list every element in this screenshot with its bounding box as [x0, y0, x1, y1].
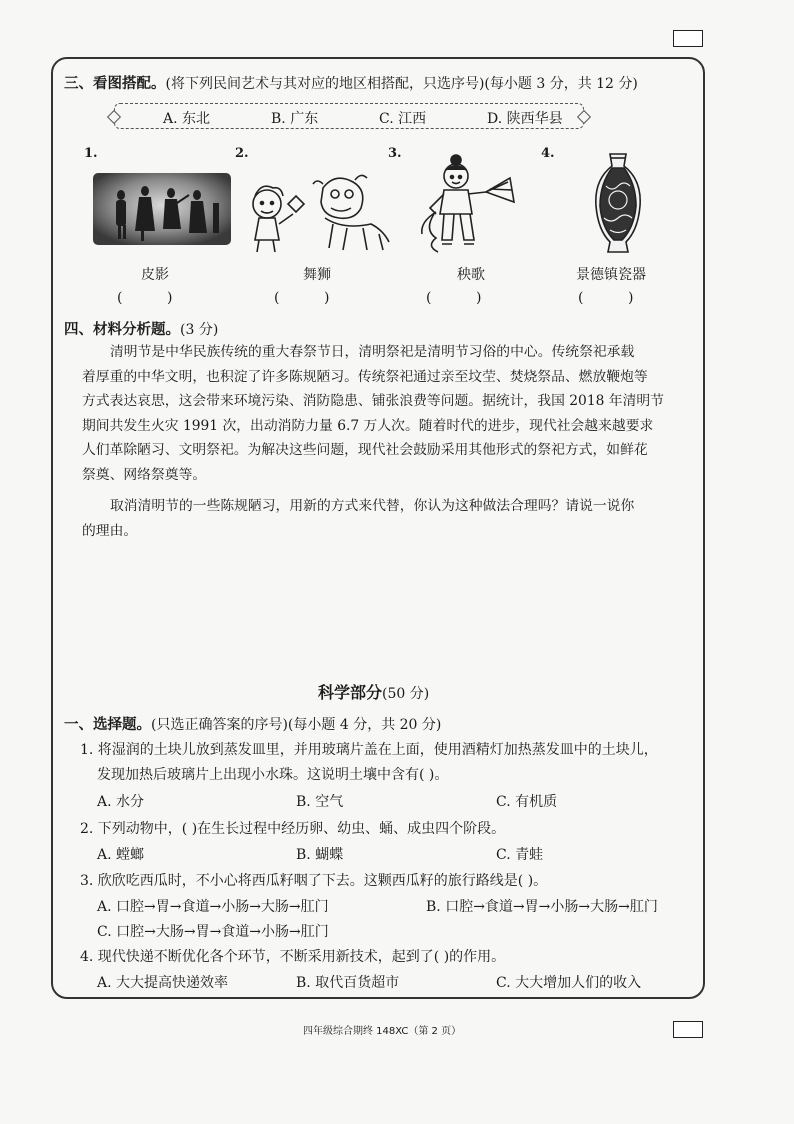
section3-heading — [64, 72, 638, 93]
paragraph-line: 清明节是中华民族传统的重大春祭节日，清明祭祀是清明节习俗的中心。传统祭祀承载 — [110, 344, 635, 360]
option-c: C. 江西 — [379, 111, 427, 127]
page-footer: 四年级综合期终 148XC（第 2 页） — [303, 1026, 462, 1037]
caption-shadow-puppet: 皮影 — [141, 267, 169, 283]
answer-blank-2[interactable]: ( ) — [274, 290, 330, 306]
lion-dance-drawing — [243, 168, 393, 254]
science-score: (50 分) — [382, 686, 430, 702]
q2-option-a[interactable]: A. 螳螂 — [97, 847, 145, 863]
options-box — [114, 103, 584, 129]
q2-option-c[interactable]: C. 青蛙 — [496, 847, 544, 863]
q2-line1: 2. 下列动物中，( )在生长过程中经历卵、幼虫、蛹、成虫四个阶段。 — [80, 821, 506, 837]
item-1-number: 1. — [84, 146, 98, 161]
q3-option-a[interactable]: A. 口腔→胃→食道→小肠→大肠→肛门 — [97, 899, 329, 915]
item-3-number: 3. — [388, 146, 402, 161]
q3-line1: 3. 欣欣吃西瓜时，不小心将西瓜籽咽了下去。这颗西瓜籽的旅行路线是( )。 — [80, 873, 548, 889]
section4-heading — [64, 318, 218, 339]
section3-title: 三、看图搭配。 — [64, 75, 166, 92]
q1-line1: 1. 将湿润的土块儿放到蒸发皿里，并用玻璃片盖在上面，使用酒精灯加热蒸发皿中的土块儿， — [80, 742, 658, 758]
q2-option-b[interactable]: B. 蝴蝶 — [296, 847, 344, 863]
paragraph-line: 祭奠、网络祭奠等。 — [82, 466, 207, 483]
answer-area[interactable] — [82, 550, 682, 660]
q4-option-b[interactable]: B. 取代百货超市 — [296, 975, 400, 991]
caption-yangge: 秧歌 — [457, 267, 485, 283]
section3-note: (将下列民间艺术与其对应的地区相搭配，只选序号)(每小题 3 分，共 12 分) — [165, 76, 638, 92]
corner-box-bottom — [673, 1021, 703, 1038]
corner-box-top — [673, 30, 703, 47]
question-line: 的理由。 — [82, 522, 138, 539]
shadow-puppet-photo — [93, 173, 231, 245]
section4-title: 四、材料分析题。 — [64, 321, 180, 338]
q4-line1: 4. 现代快递不断优化各个环节，不断采用新技术，起到了( )的作用。 — [80, 949, 506, 965]
paragraph-line: 期间共发生火灾 1991 次，出动消防力量 6.7 万人次。随着时代的进步，现代社会越来越要求 — [82, 417, 654, 434]
question-line: 取消清明节的一些陈规陋习，用新的方式来代替，你认为这种做法合理吗？请说一说你 — [110, 498, 635, 514]
caption-porcelain: 景德镇瓷器 — [576, 267, 646, 283]
paragraph-line: 着厚重的中华文明，也积淀了许多陈规陋习。传统祭祀通过亲至坟茔、焚烧祭品、燃放鞭炮等 — [82, 368, 648, 385]
q1-option-c[interactable]: C. 有机质 — [496, 794, 558, 810]
material-question — [82, 494, 682, 543]
q1-line2: 发现加热后玻璃片上出现小水珠。这说明土壤中含有( )。 — [97, 767, 449, 783]
caption-lion-dance: 舞狮 — [303, 267, 331, 283]
answer-blank-3[interactable]: ( ) — [426, 290, 482, 306]
paragraph-line: 人们革除陋习、文明祭祀。为解决这些问题，现代社会鼓励采用其他形式的祭祀方式，如鲜花 — [82, 442, 648, 458]
option-b: B. 广东 — [271, 111, 319, 127]
item-2-number: 2. — [235, 146, 249, 161]
science-title: 科学部分 — [318, 683, 383, 702]
answer-blank-1[interactable]: ( ) — [117, 290, 173, 306]
item-4-number: 4. — [541, 146, 555, 161]
q1-option-a[interactable]: A. 水分 — [97, 794, 145, 810]
material-paragraph — [82, 340, 682, 487]
science-heading — [318, 680, 429, 703]
q3-option-c[interactable]: C. 口腔→大肠→胃→食道→小肠→肛门 — [97, 924, 329, 940]
q3-option-b[interactable]: B. 口腔→食道→胃→小肠→大肠→肛门 — [426, 899, 658, 915]
option-d: D. 陕西华县 — [487, 111, 563, 127]
porcelain-vase-drawing — [588, 150, 648, 256]
q1-option-b[interactable]: B. 空气 — [296, 794, 344, 810]
science-section1-title: 一、选择题。 — [64, 716, 151, 733]
answer-blank-4[interactable]: ( ) — [578, 290, 634, 306]
science-section1-heading — [64, 713, 441, 734]
science-section1-note: (只选正确答案的序号)(每小题 4 分，共 20 分) — [151, 717, 442, 733]
option-a: A. 东北 — [163, 111, 211, 127]
section4-note: (3 分) — [180, 322, 219, 338]
q4-option-c[interactable]: C. 大大增加人们的收入 — [496, 975, 642, 991]
q4-option-a[interactable]: A. 大大提高快递效率 — [97, 975, 229, 991]
yangge-dancer-drawing — [416, 152, 520, 256]
paragraph-line: 方式表达哀思，这会带来环境污染、消防隐患、铺张浪费等问题。据统计，我国 2018 年清明节 — [82, 393, 664, 409]
